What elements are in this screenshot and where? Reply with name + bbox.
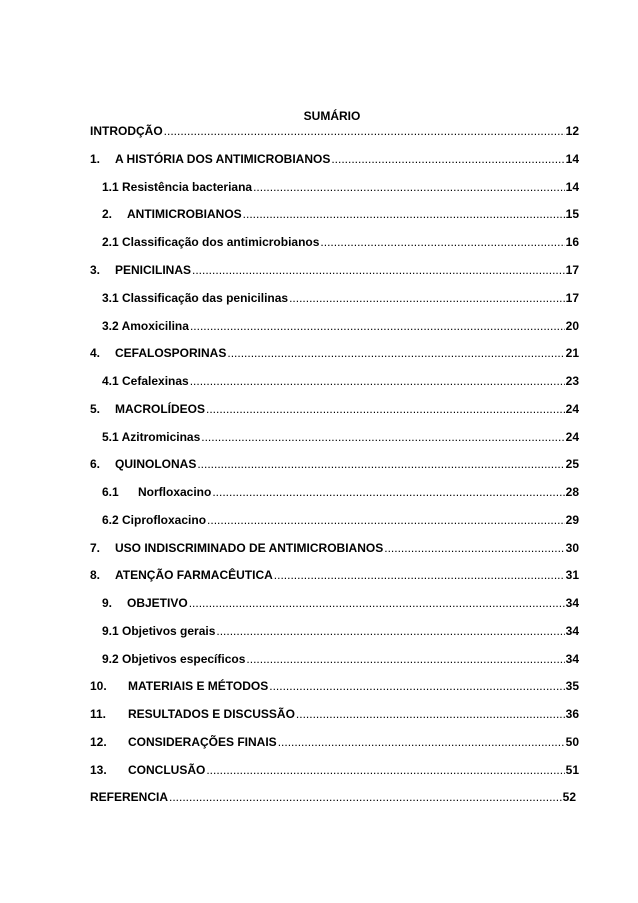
toc-leader-dots: [320, 235, 564, 249]
toc-entry-page: 24: [565, 402, 579, 416]
toc-entry-text: ANTIMICROBIANOS: [127, 207, 242, 221]
toc-entry-page: 14: [565, 152, 579, 166]
toc-entry-amoxicilina[interactable]: [102, 319, 579, 333]
toc-leader-dots: [201, 430, 564, 444]
toc-entry-text: CONCLUSÃO: [128, 763, 206, 777]
toc-entry-page: 17: [565, 263, 579, 277]
toc-entry-page: 50: [565, 735, 579, 749]
toc-entry-conclusao[interactable]: [90, 763, 579, 777]
toc-entry-page: 24: [565, 430, 579, 444]
toc-entry-number: 6.1: [102, 485, 119, 499]
toc-leader-dots: [384, 541, 564, 555]
toc-entry-page: 35: [565, 679, 579, 693]
toc-entry-page: 34: [565, 624, 579, 638]
toc-entry-text: OBJETIVO: [127, 596, 188, 610]
toc-entry-text: REFERENCIA: [90, 790, 169, 804]
toc-entry-text: ATENÇÃO FARMACÊUTICA: [115, 568, 273, 582]
toc-entry-number: 13.: [90, 763, 107, 777]
toc-entry-page: 30: [565, 541, 579, 555]
toc-leader-dots: [227, 346, 564, 360]
toc-entry-text: 9.2 Objetivos específicos: [102, 652, 246, 666]
toc-entry-number: 1.: [90, 152, 101, 166]
toc-entry-page: 14: [565, 180, 579, 194]
toc-entry-page: 25: [565, 457, 579, 471]
toc-leader-dots: [192, 263, 565, 277]
toc-entry-text: 2.1 Classificação dos antimicrobianos: [102, 235, 320, 249]
toc-leader-dots: [212, 485, 564, 499]
toc-entry-page: 29: [565, 513, 579, 527]
toc-entry-introducao[interactable]: [90, 124, 579, 138]
toc-entry-number: 9.: [102, 596, 113, 610]
toc-entry-page: 12: [565, 124, 579, 138]
toc-leader-dots: [164, 124, 565, 138]
toc-entry-page: 52: [562, 790, 576, 804]
toc-leader-dots: [331, 152, 564, 166]
toc-entry-text: RESULTADOS E DISCUSSÃO: [128, 707, 295, 721]
toc-entry-number: 5.: [90, 402, 101, 416]
toc-entry-uso-indiscriminado[interactable]: [90, 541, 579, 555]
toc-leader-dots: [253, 180, 565, 194]
toc-leader-dots: [216, 624, 564, 638]
toc-entry-historia-antimicrobianos[interactable]: [90, 152, 579, 166]
toc-entry-number: 11.: [90, 707, 107, 721]
toc-entry-number: 12.: [90, 735, 107, 749]
toc-entry-number: 7.: [90, 541, 101, 555]
toc-entry-quinolonas[interactable]: [90, 457, 579, 471]
toc-entry-text: 1.1 Resistência bacteriana: [102, 180, 253, 194]
toc-entry-resistencia-bacteriana[interactable]: [102, 180, 579, 194]
toc-entry-text: CONSIDERAÇÕES FINAIS: [128, 735, 277, 749]
toc-entry-objetivos-gerais[interactable]: [102, 624, 579, 638]
toc-entry-consideracoes-finais[interactable]: [90, 735, 579, 749]
toc-entry-number: 4.: [90, 346, 101, 360]
toc-leader-dots: [278, 735, 565, 749]
toc-entry-text: INTRODÇÃO: [90, 124, 163, 138]
toc-entry-page: 51: [565, 763, 579, 777]
toc-entry-text: PENICILINAS: [115, 263, 192, 277]
toc-entry-atencao-farmaceutica[interactable]: [90, 568, 579, 582]
toc-entry-page: 17: [565, 291, 579, 305]
toc-leader-dots: [246, 652, 564, 666]
toc-entry-text: MATERIAIS E MÉTODOS: [128, 679, 269, 693]
toc-entry-number: 10.: [90, 679, 107, 693]
toc-leader-dots: [274, 568, 565, 582]
toc-entry-referencia[interactable]: [90, 790, 576, 804]
toc-entry-objetivos-especificos[interactable]: [102, 652, 579, 666]
toc-entry-ciprofloxacino[interactable]: [102, 513, 579, 527]
toc-entry-cefalosporinas[interactable]: [90, 346, 579, 360]
toc-leader-dots: [190, 374, 565, 388]
toc-entry-text: A HISTÓRIA DOS ANTIMICROBIANOS: [115, 152, 331, 166]
toc-entry-text: 5.1 Azitromicinas: [102, 430, 201, 444]
toc-leader-dots: [289, 291, 565, 305]
toc-entry-text: QUINOLONAS: [115, 457, 197, 471]
toc-entry-azitromicinas[interactable]: [102, 430, 579, 444]
toc-entry-resultados-discussao[interactable]: [90, 707, 579, 721]
toc-entry-text: 4.1 Cefalexinas: [102, 374, 189, 388]
toc-entry-number: 8.: [90, 568, 101, 582]
toc-entry-page: 15: [565, 207, 579, 221]
toc-leader-dots: [169, 790, 562, 804]
toc-leader-dots: [197, 457, 564, 471]
toc-entry-text: Norfloxacino: [138, 485, 212, 499]
toc-entry-text: MACROLÍDEOS: [115, 402, 205, 416]
toc-entry-materiais-metodos[interactable]: [90, 679, 579, 693]
toc-leader-dots: [206, 402, 565, 416]
toc-entry-page: 34: [565, 652, 579, 666]
toc-entry-norfloxacino[interactable]: [102, 485, 579, 499]
toc-entry-page: 28: [565, 485, 579, 499]
toc-leader-dots: [206, 763, 564, 777]
toc-leader-dots: [207, 513, 565, 527]
toc-entry-classificacao-penicilinas[interactable]: [102, 291, 579, 305]
toc-entry-page: 23: [565, 374, 579, 388]
toc-entry-text: CEFALOSPORINAS: [115, 346, 227, 360]
toc-entry-number: 2.: [102, 207, 113, 221]
toc-entry-page: 31: [565, 568, 579, 582]
toc-entry-text: 3.2 Amoxicilina: [102, 319, 189, 333]
toc-leader-dots: [189, 596, 565, 610]
toc-entry-page: 20: [565, 319, 579, 333]
toc-entry-number: 3.: [90, 263, 101, 277]
toc-entry-antimicrobianos[interactable]: [102, 207, 579, 221]
toc-leader-dots: [243, 207, 565, 221]
toc-entry-text: 3.1 Classificação das penicilinas: [102, 291, 289, 305]
toc-entry-page: 16: [565, 235, 579, 249]
toc-leader-dots: [269, 679, 564, 693]
toc-entry-objetivo[interactable]: [102, 596, 579, 610]
toc-entry-text: USO INDISCRIMINADO DE ANTIMICROBIANOS: [115, 541, 384, 555]
toc-entry-page: 34: [565, 596, 579, 610]
toc-entry-penicilinas[interactable]: [90, 263, 579, 277]
toc-entry-page: 36: [565, 707, 579, 721]
toc-entry-number: 6.: [90, 457, 101, 471]
page-title: SUMÁRIO: [303, 109, 361, 123]
toc-entry-cefalexinas[interactable]: [102, 374, 579, 388]
toc-leader-dots: [190, 319, 565, 333]
toc-entry-macrolideos[interactable]: [90, 402, 579, 416]
toc-entry-text: 6.2 Ciprofloxacino: [102, 513, 207, 527]
toc-leader-dots: [296, 707, 565, 721]
toc-entry-page: 21: [565, 346, 579, 360]
toc-entry-text: 9.1 Objetivos gerais: [102, 624, 216, 638]
toc-entry-classificacao-antimicrobianos[interactable]: [102, 235, 579, 249]
